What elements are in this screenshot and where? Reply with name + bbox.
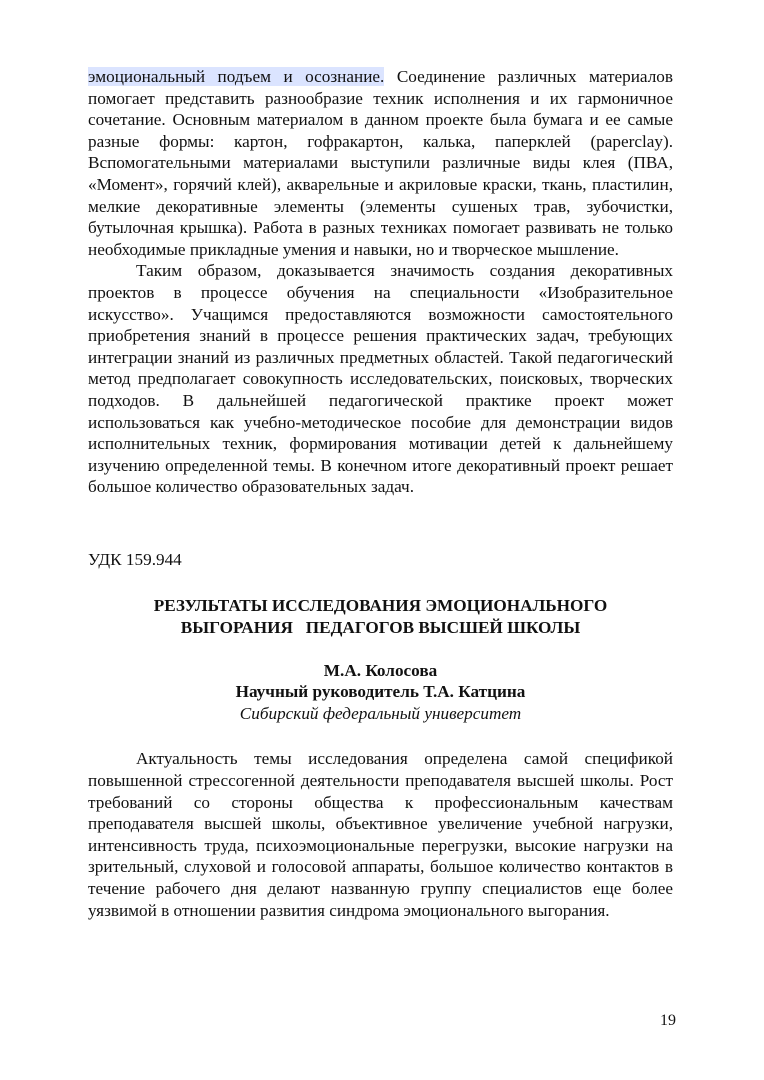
text-selection-highlight[interactable]: эмоциональный подъем и осознание. <box>88 67 385 86</box>
continuation-text: Соединение различных материалов помогает представить разнообразие техник исполнения и их гармоничное сочетание. Основным материалом в данном проекте была бумага и ее самые разные формы: картон, гофракартон, калька, паперклей (paperclay). Вспомогательными материалами выступили различные виды клея (ПВА, «Момент», горячий клей), акварельные и акриловые краски, ткань, пластилин, мелкие декоративные элементы (элементы сушеных трав, зубочистки, бутылочная крышка). Работа в разных техниках помогает развивать не только необходимые прикладные умения и навыки, но и творческое мышление. <box>88 67 673 259</box>
page-number: 19 <box>660 1012 676 1029</box>
article-title <box>88 595 673 638</box>
document-page <box>88 66 673 921</box>
authors-block <box>88 660 673 725</box>
supervisor-name: Научный руководитель Т.А. Катцина <box>235 682 526 702</box>
conclusion-paragraph: Таким образом, доказывается значимость создания декоративных проектов в процессе обучения на специальности «Изобразительное искусство». Учащимся предоставляются возможности самостоятельного приобретения знаний в процессе решения практических задач, требующих интеграции знаний из различных предметных областей. Такой педагогический метод предполагает совокупность исследовательских, поисковых, творческих подходов. В дальнейшей педагогической практике проект может использоваться как учебно-методическое пособие для демонстрации видов исполнительных техник, формирования мотивации детей к дальнейшему изучению определенной темы. В конечном итоге декоративный проект решает большое количество образовательных задач. <box>88 261 673 497</box>
author-name: М.А. Колосова <box>323 660 438 680</box>
affiliation: Сибирский федеральный университет <box>239 703 522 723</box>
article-title-line-2: ВЫГОРАНИЯ ПЕДАГОГОВ ВЫСШЕЙ ШКОЛЫ <box>180 618 581 638</box>
continuation-paragraph <box>88 66 673 260</box>
udk-code: УДК 159.944 <box>88 549 182 569</box>
article-title-line-1: РЕЗУЛЬТАТЫ ИССЛЕДОВАНИЯ ЭМОЦИОНАЛЬНОГО <box>153 596 608 616</box>
abstract-paragraph: Актуальность темы исследования определена самой спецификой повышенной стрессогенной деятельности преподавателя высшей школы. Рост требований со стороны общества к профессиональным качествам преподавателя высшей школы, объективное увеличение учебной нагрузки, интенсивность труда, психоэмоциональные перегрузки, высокие нагрузки на зрительный, слуховой и голосовой аппараты, большое количество контактов в течение рабочего дня делают названную группу специалистов еще более уязвимой в отношении развития синдрома эмоционального выгорания. <box>88 749 673 920</box>
